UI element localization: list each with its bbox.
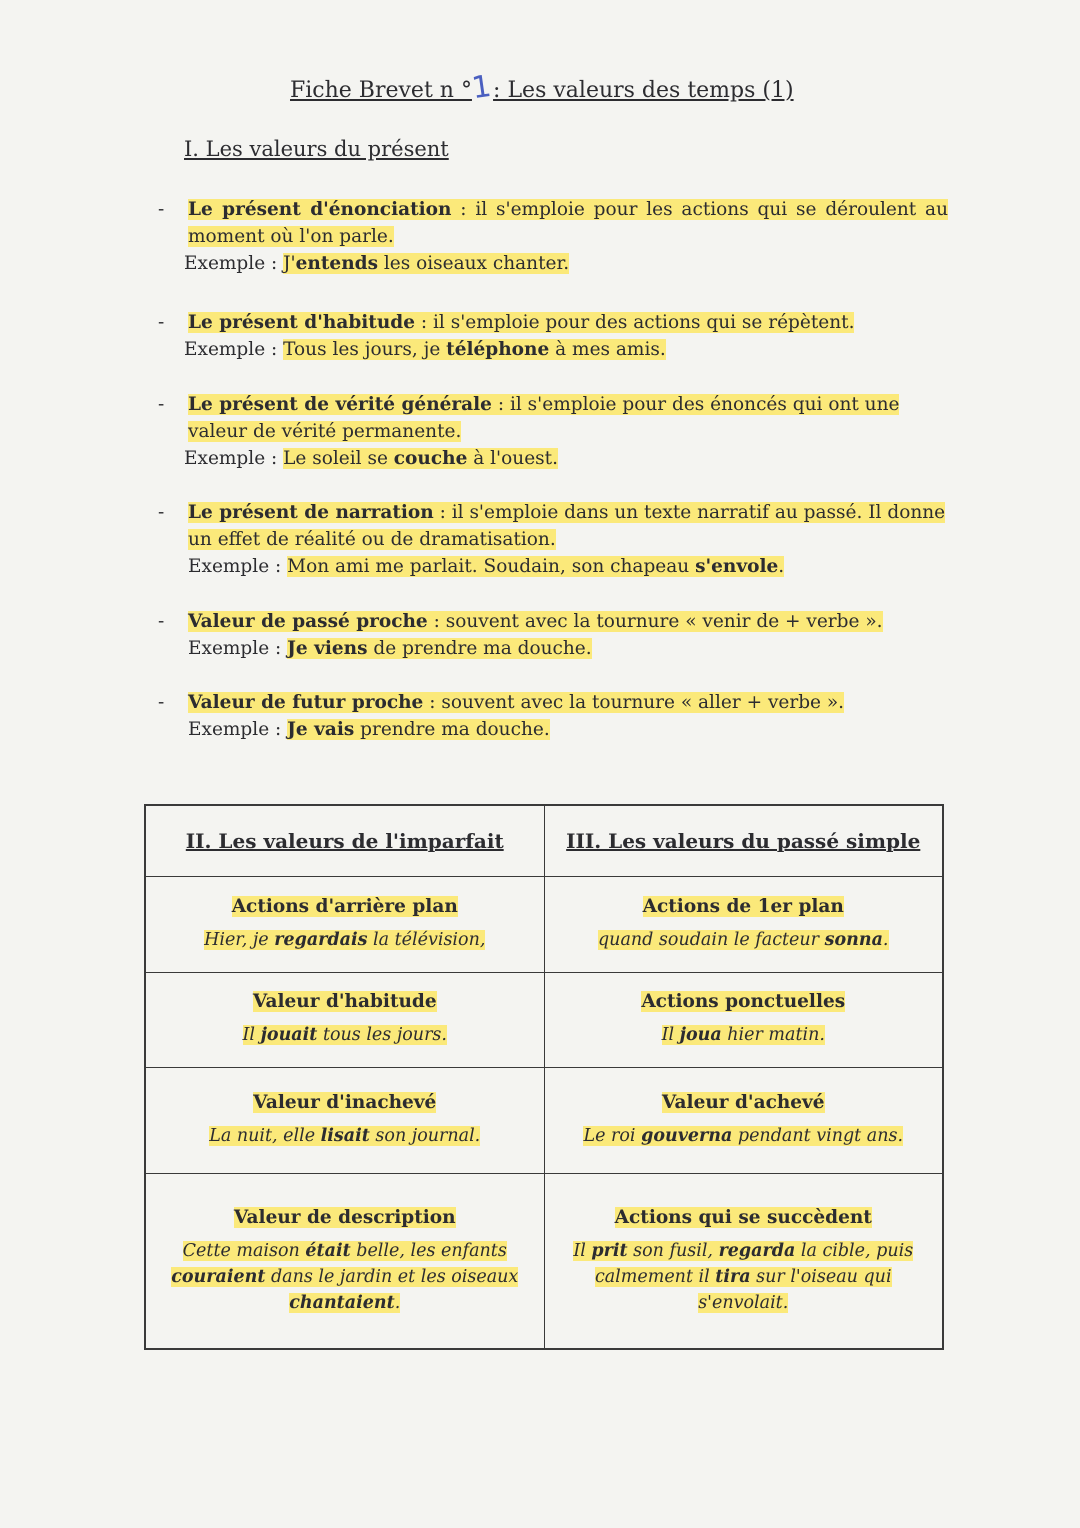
value-category: Valeur d'inachevé — [253, 1092, 437, 1114]
table-cell — [544, 1174, 943, 1349]
table-cell — [145, 972, 544, 1068]
example-text: Tous les jours, je — [283, 339, 447, 360]
value-example: Hier, je regardais la télévision, — [204, 929, 486, 950]
item-desc: : souvent avec la tournure « venir de + verbe ». — [427, 611, 883, 632]
example-text: J' — [283, 253, 296, 274]
table-row — [145, 972, 943, 1068]
title-suffix: : Les valeurs des temps (1) — [493, 78, 794, 103]
table-cell — [145, 876, 544, 972]
example-text: à mes amis. — [549, 339, 666, 360]
example-verb: Je viens — [287, 638, 368, 659]
bullet: - — [158, 312, 165, 333]
example-text: Le soleil se — [283, 448, 394, 469]
example-text: Mon ami me parlait. Soudain, son chapeau — [287, 556, 696, 577]
value-category: Actions ponctuelles — [641, 991, 846, 1013]
table-cell — [544, 972, 943, 1068]
list-item — [158, 608, 948, 662]
value-category: Actions qui se succèdent — [614, 1206, 872, 1228]
example-prefix: Exemple : — [188, 638, 288, 659]
example-prefix: Exemple : — [184, 253, 284, 274]
list-item — [158, 309, 948, 363]
bullet: - — [158, 611, 165, 632]
bullet: - — [158, 692, 165, 713]
example-verb: s'envole — [695, 556, 779, 577]
bullet: - — [158, 199, 165, 220]
table-header-cell — [145, 805, 544, 876]
example-prefix: Exemple : — [184, 339, 284, 360]
example-verb: téléphone — [446, 339, 550, 360]
item-label: Le présent d'habitude — [188, 312, 415, 333]
list-item — [158, 689, 948, 743]
example-verb: entends — [295, 253, 378, 274]
example-verb: Je vais — [287, 719, 355, 740]
value-example: quand soudain le facteur sonna. — [597, 929, 889, 950]
value-category: Valeur d'achevé — [661, 1092, 825, 1114]
tenses-table — [144, 804, 944, 1350]
table-cell — [544, 1068, 943, 1174]
example-text: à l'ouest. — [467, 448, 558, 469]
item-label: Le présent de vérité générale — [188, 394, 492, 415]
value-example: La nuit, elle lisait son journal. — [209, 1126, 481, 1147]
section-heading-present: I. Les valeurs du présent — [184, 137, 449, 161]
bullet: - — [158, 502, 165, 523]
imparfait-heading: II. Les valeurs de l'imparfait — [185, 828, 504, 853]
item-label: Valeur de passé proche — [188, 611, 428, 632]
table-cell — [145, 1174, 544, 1349]
value-category: Valeur d'habitude — [252, 991, 437, 1013]
passe-simple-heading: III. Les valeurs du passé simple — [566, 828, 921, 853]
item-desc: : souvent avec la tournure « aller + verbe ». — [423, 692, 845, 713]
item-desc: : il s'emploie dans un texte narratif au passé. Il donne un effet de réalité ou de dramatisation. — [188, 502, 946, 550]
table-header-cell — [544, 805, 943, 876]
table-row — [145, 876, 943, 972]
table-row — [145, 1068, 943, 1174]
list-item — [158, 196, 948, 277]
item-desc: : il s'emploie pour les actions qui se déroulent au moment où l'on parle. — [188, 199, 948, 247]
value-category: Valeur de description — [233, 1206, 456, 1228]
example-text: les oiseaux chanter. — [378, 253, 570, 274]
table-cell — [145, 1068, 544, 1174]
value-example: Le roi gouverna pendant vingt ans. — [583, 1126, 904, 1147]
item-label: Valeur de futur proche — [188, 692, 424, 713]
value-example: Il prit son fusil, regarda la cible, puis calmement il tira sur l'oiseau qui s'envolait. — [573, 1240, 914, 1313]
value-example: Il jouait tous les jours. — [242, 1025, 447, 1046]
example-verb: couche — [393, 448, 468, 469]
handwritten-number: 1 — [469, 68, 494, 107]
table-cell — [544, 876, 943, 972]
example-prefix: Exemple : — [188, 556, 288, 577]
item-label: Le présent de narration — [188, 502, 434, 523]
value-example: Cette maison était belle, les enfants couraient dans le jardin et les oiseaux chantaient. — [171, 1240, 519, 1313]
example-text: de prendre ma douche. — [367, 638, 592, 659]
example-prefix: Exemple : — [184, 448, 284, 469]
table-header-row — [145, 805, 943, 876]
item-label: Le présent d'énonciation — [188, 199, 452, 220]
title-prefix: Fiche Brevet n ° — [290, 78, 472, 103]
value-category: Actions de 1er plan — [642, 895, 844, 917]
table-row — [145, 1174, 943, 1349]
value-example: Il joua hier matin. — [661, 1025, 825, 1046]
bullet: - — [158, 394, 165, 415]
list-item — [158, 391, 948, 472]
item-desc: : il s'emploie pour des énoncés qui ont une valeur de vérité permanente. — [188, 394, 900, 442]
value-category: Actions d'arrière plan — [231, 895, 458, 917]
item-desc: : il s'emploie pour des actions qui se répètent. — [415, 312, 855, 333]
page-title — [290, 70, 890, 105]
list-item — [158, 499, 948, 580]
example-text: prendre ma douche. — [354, 719, 550, 740]
example-prefix: Exemple : — [188, 719, 288, 740]
example-text: . — [778, 556, 785, 577]
